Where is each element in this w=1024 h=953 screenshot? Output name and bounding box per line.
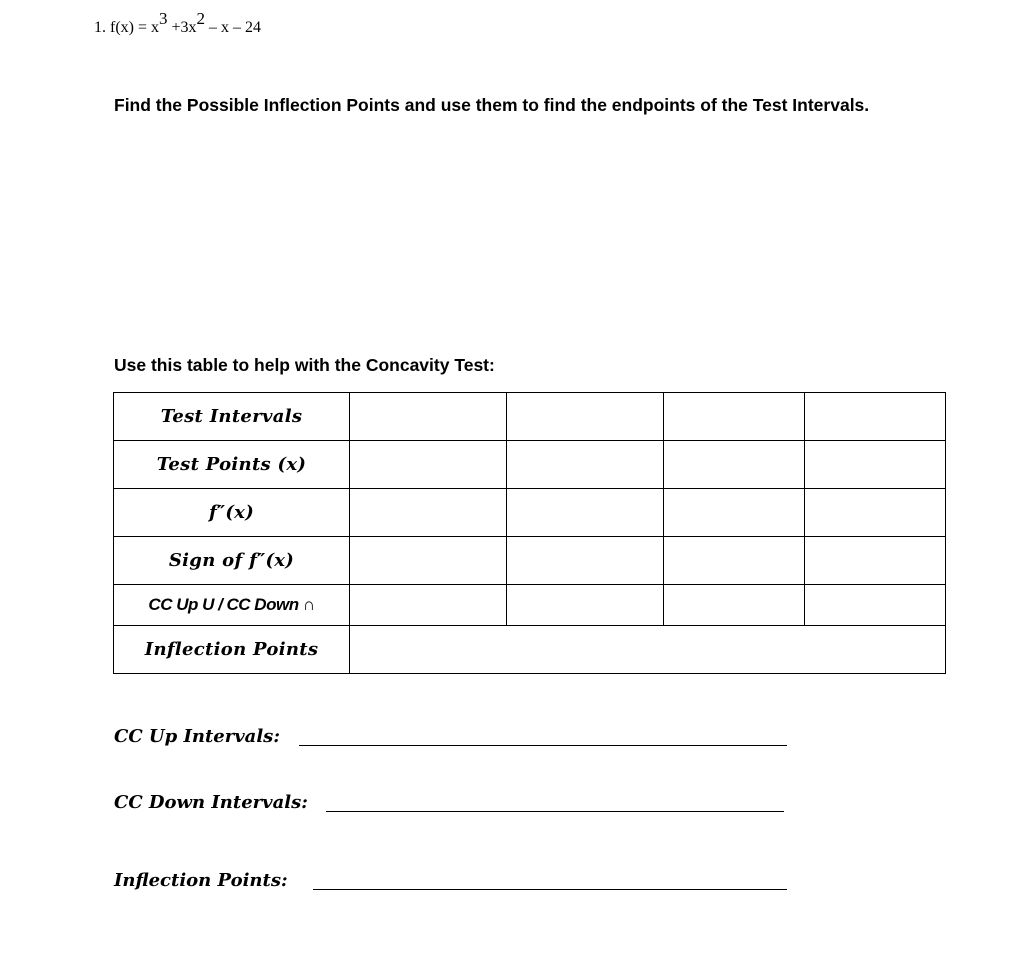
row-label-inflection-points: Inflection Points [144, 639, 319, 660]
answer-cell[interactable] [664, 537, 805, 585]
answer-cell[interactable] [664, 441, 805, 489]
answer-cell[interactable] [805, 393, 946, 441]
table-intro-text: Use this table to help with the Concavity Test: [114, 355, 495, 375]
problem-statement [94, 9, 262, 37]
answer-cell[interactable] [805, 585, 946, 626]
cc-down-label: CC Down Intervals: [114, 792, 308, 813]
answer-cell[interactable] [507, 393, 664, 441]
inflection-points-label: Inflection Points: [114, 870, 288, 891]
answer-cell[interactable] [507, 537, 664, 585]
answer-cell[interactable] [350, 393, 507, 441]
answer-cell[interactable] [350, 489, 507, 537]
answer-cell[interactable] [350, 441, 507, 489]
cc-up-answer-line[interactable] [299, 745, 787, 746]
answer-cell[interactable] [507, 585, 664, 626]
table-row-test-intervals [114, 393, 946, 441]
exponent-3: 3 [159, 9, 168, 28]
table-row-test-points [114, 441, 946, 489]
answer-cell[interactable] [805, 489, 946, 537]
problem-number: 1. [94, 19, 106, 36]
answer-cell[interactable] [350, 585, 507, 626]
inflection-points-answer-line[interactable] [313, 889, 787, 890]
answer-cell[interactable] [664, 585, 805, 626]
row-label-test-points: Test Points (x) [156, 454, 307, 475]
function-mid: +3x [167, 19, 197, 36]
table-row-concavity [114, 585, 946, 626]
answer-cell[interactable] [507, 441, 664, 489]
answer-cell-merged[interactable] [350, 626, 946, 674]
row-label-concavity: CC Up U / CC Down ∩ [148, 595, 315, 614]
answer-cell[interactable] [664, 393, 805, 441]
cc-up-label: CC Up Intervals: [114, 726, 280, 747]
answer-cell[interactable] [350, 537, 507, 585]
instruction-text: Find the Possible Inflection Points and use them to find the endpoints of the Test Intervals. [114, 95, 870, 115]
table-row-inflection-points [114, 626, 946, 674]
concavity-table [113, 392, 946, 674]
answer-cell[interactable] [507, 489, 664, 537]
table-row-sign [114, 537, 946, 585]
answer-cell[interactable] [805, 441, 946, 489]
row-label-second-derivative: f″(x) [208, 502, 255, 523]
answer-cell[interactable] [805, 537, 946, 585]
table-row-second-derivative [114, 489, 946, 537]
cc-down-answer-line[interactable] [326, 811, 784, 812]
exponent-2: 2 [196, 9, 206, 28]
function-suffix: – x – 24 [205, 19, 262, 36]
answer-cell[interactable] [664, 489, 805, 537]
row-label-sign: Sign of f″(x) [168, 550, 295, 571]
function-prefix: f(x) = x [110, 19, 160, 36]
row-label-test-intervals: Test Intervals [160, 406, 303, 427]
